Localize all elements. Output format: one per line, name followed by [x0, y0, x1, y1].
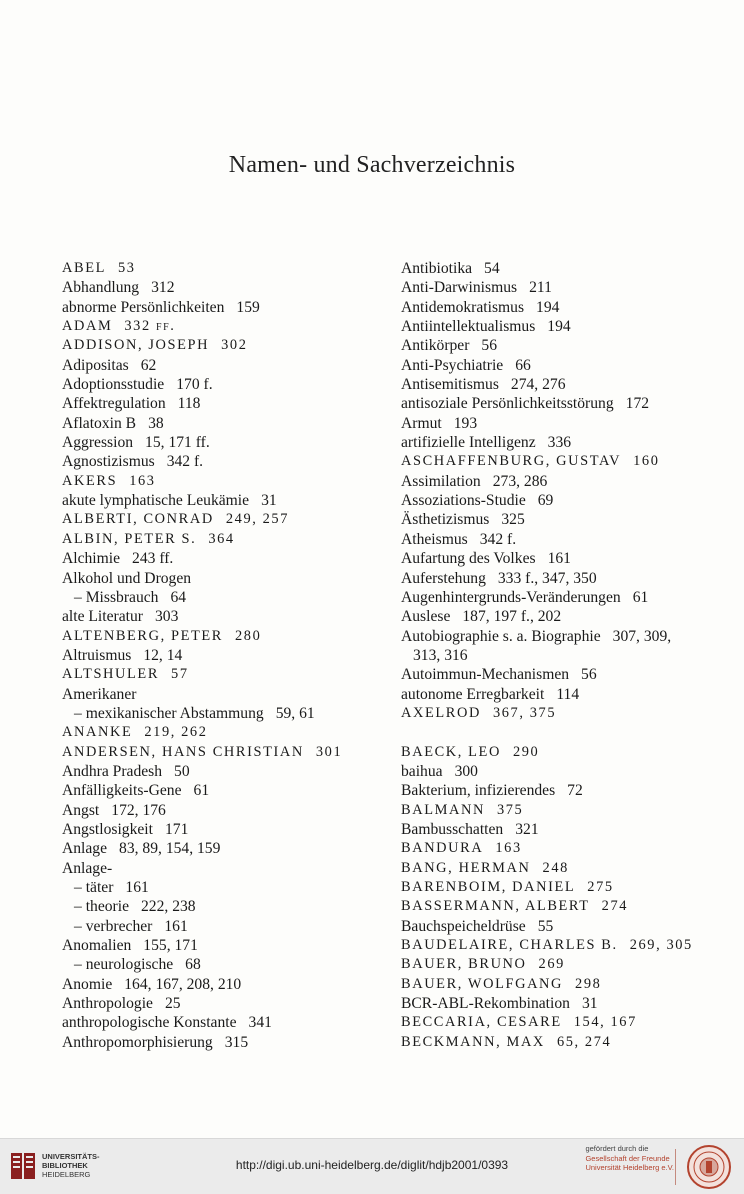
index-entry — [401, 685, 701, 704]
index-page-numbers: 367, 375 — [492, 704, 557, 721]
index-entry — [62, 839, 392, 858]
index-term: Amerikaner — [62, 685, 137, 703]
index-term: Atheismus — [401, 530, 468, 548]
index-subentry — [62, 897, 392, 916]
index-term: BAUER, WOLFGANG — [401, 975, 564, 992]
index-entry — [401, 878, 701, 897]
library-name-line1: UNIVERSITÄTS- — [42, 1152, 100, 1161]
index-page-numbers: 66 — [515, 356, 531, 374]
index-entry — [401, 627, 701, 646]
index-term: Anti-Darwinismus — [401, 279, 518, 297]
sponsor-intro: gefördert durch die — [585, 1144, 649, 1153]
index-entry — [401, 1033, 701, 1052]
index-entry — [401, 414, 701, 433]
index-term: Alchimie — [62, 550, 121, 568]
index-page-numbers: 61 — [632, 588, 649, 606]
index-term: Aflatoxin B — [62, 414, 137, 432]
index-page-numbers: 249, 257 — [225, 511, 290, 528]
index-term: Anomalien — [62, 937, 132, 955]
index-entry — [401, 491, 701, 510]
index-term: Anlage- — [62, 859, 113, 877]
index-entry — [62, 375, 392, 394]
sponsor-credit — [585, 1144, 674, 1173]
sponsor-name-line1: Gesellschaft der Freunde — [585, 1153, 670, 1163]
index-entry — [62, 975, 392, 994]
index-term: Bauchspeicheldrüse — [401, 917, 526, 935]
index-entry — [401, 336, 701, 355]
index-page-numbers: 61 — [193, 782, 210, 800]
index-page-numbers: 69 — [537, 492, 554, 510]
index-entry — [62, 491, 392, 510]
index-page-numbers: 64 — [170, 588, 187, 606]
index-page-numbers: 290 — [512, 743, 540, 760]
index-page-numbers: 248 — [542, 859, 569, 876]
index-entry — [401, 704, 701, 723]
index-page-numbers: 15, 171 ff. — [145, 434, 210, 452]
library-name-line2: BIBLIOTHEK — [42, 1161, 88, 1170]
index-term: Agnostizismus — [62, 453, 155, 471]
index-entry — [401, 975, 701, 994]
index-entry — [62, 278, 392, 297]
index-page-numbers: 160 — [633, 453, 660, 470]
index-page-numbers: 269 — [538, 956, 565, 973]
index-page-numbers: 325 — [501, 511, 525, 529]
index-entry — [62, 781, 392, 800]
index-page-numbers: 50 — [174, 762, 190, 780]
index-entry — [401, 897, 701, 916]
index-term: Antisemitismus — [401, 376, 499, 394]
index-page-numbers: 54 — [484, 260, 500, 277]
index-term: Assimilation — [401, 472, 481, 490]
index-term: Aggression — [62, 434, 134, 452]
index-entry — [401, 839, 701, 858]
library-name-line3: HEIDELBERG — [42, 1170, 91, 1179]
index-entry — [62, 317, 392, 336]
index-term: Adoptionsstudie — [62, 376, 165, 394]
index-entry — [401, 452, 701, 471]
index-page-numbers: 161 — [164, 917, 188, 935]
index-entry — [401, 317, 701, 336]
index-page-numbers: 172, 176 — [111, 801, 166, 819]
index-entry — [62, 433, 392, 452]
index-page-numbers: 222, 238 — [141, 898, 196, 916]
index-term: antisoziale Persönlichkeitsstörung — [401, 395, 614, 413]
index-entry — [401, 859, 701, 878]
index-entry — [401, 259, 701, 278]
index-entry — [62, 936, 392, 955]
index-page-numbers: 300 — [454, 762, 478, 780]
index-page-numbers: 274 — [601, 898, 629, 915]
index-entry — [62, 259, 392, 278]
index-term: Abhandlung — [62, 279, 140, 297]
index-term: Anthropologie — [62, 995, 153, 1013]
index-term: ASCHAFFENBURG, GUSTAV — [401, 453, 622, 470]
index-entry — [62, 723, 392, 742]
index-term: Autoimmun-Mechanismen — [401, 666, 570, 684]
index-page-numbers: 321 — [515, 820, 539, 838]
index-term: – theorie — [74, 898, 129, 916]
index-term: BARENBOIM, DANIEL — [401, 879, 576, 895]
index-page-numbers: 118 — [177, 395, 201, 413]
index-page-numbers: 163 — [495, 840, 522, 857]
index-term: Autobiographie s. a. Biographie — [401, 627, 601, 645]
index-subentry — [62, 704, 392, 723]
index-term: Bambusschatten — [401, 820, 504, 838]
index-subentry — [62, 588, 392, 607]
index-page-numbers: 274, 276 — [510, 376, 566, 394]
index-page-numbers: 83, 89, 154, 159 — [119, 840, 221, 858]
index-term: Angstlosigkeit — [62, 820, 153, 838]
index-term: Affektregulation — [62, 395, 166, 413]
index-term: Assoziations-Studie — [401, 492, 526, 510]
index-term: Antiintellektualismus — [401, 318, 536, 336]
index-entry-continuation — [401, 646, 701, 665]
index-entry — [62, 685, 392, 704]
index-entry — [401, 801, 701, 820]
index-page-numbers: 62 — [140, 356, 157, 374]
index-page-numbers: 172 — [625, 395, 650, 413]
index-term: BAUER, BRUNO — [401, 956, 527, 973]
index-entry — [62, 394, 392, 413]
index-term: Anthropomorphisierung — [62, 1033, 213, 1051]
index-entry — [62, 994, 392, 1013]
index-page-numbers: 57 — [171, 666, 189, 683]
index-section-gap — [401, 723, 701, 742]
index-term: – neurologische — [74, 956, 174, 974]
index-page-numbers: 302 — [221, 337, 248, 354]
index-entry — [401, 665, 701, 684]
index-page-numbers: 59, 61 — [275, 704, 315, 722]
index-term: ALTENBERG, PETER — [62, 627, 223, 644]
index-page-numbers: 164, 167, 208, 210 — [124, 975, 242, 993]
index-term: Andhra Pradesh — [62, 762, 163, 780]
index-entry — [62, 607, 392, 626]
index-column-left — [62, 259, 392, 1052]
index-entry — [401, 607, 701, 626]
index-term: artifizielle Intelligenz — [401, 434, 536, 452]
index-page-numbers: 315 — [224, 1033, 249, 1051]
index-term: abnorme Persönlichkeiten — [62, 298, 225, 316]
index-page-numbers: 275 — [587, 879, 614, 895]
index-term: BANG, HERMAN — [401, 859, 531, 876]
index-page-numbers: 12, 14 — [143, 646, 183, 664]
index-entry — [401, 375, 701, 394]
index-term: ANANKE — [62, 724, 133, 741]
index-term: 313, 316 — [413, 646, 468, 664]
sponsor-divider — [675, 1149, 676, 1185]
index-entry — [401, 472, 701, 491]
index-term: AXELROD — [401, 704, 481, 721]
index-term: BAUDELAIRE, CHARLES B. — [401, 937, 618, 954]
viewer-footer — [0, 1138, 744, 1194]
index-entry — [401, 955, 701, 974]
permalink-url[interactable]: http://digi.ub.uni-heidelberg.de/diglit/hdjb2001/0393 — [235, 1158, 509, 1172]
index-page-numbers: 332 ff. — [124, 318, 176, 335]
index-page-numbers: 211 — [529, 279, 552, 297]
index-term: Antikörper — [401, 337, 470, 355]
index-subentry — [62, 878, 392, 897]
index-entry — [62, 665, 392, 684]
index-entry — [62, 356, 392, 375]
index-term: ALBIN, PETER S. — [62, 530, 197, 547]
index-entry — [401, 781, 701, 800]
index-term: – mexikanischer Abstammung — [74, 704, 264, 722]
index-term: ADAM — [62, 318, 113, 335]
index-subentry — [62, 955, 392, 974]
index-term: – Missbrauch — [74, 588, 159, 606]
index-page-numbers: 336 — [547, 434, 572, 452]
index-entry — [401, 936, 701, 955]
index-page-numbers: 155, 171 — [143, 937, 198, 955]
index-page-numbers: 163 — [129, 472, 156, 489]
index-entry — [62, 569, 392, 588]
index-term: – täter — [74, 879, 114, 896]
index-entry — [62, 627, 392, 646]
index-term: Augenhintergrunds-Veränderungen — [401, 588, 621, 606]
page-title: Namen- und Sachverzeichnis — [228, 152, 516, 178]
index-page-numbers: 341 — [248, 1014, 272, 1032]
index-term: akute lymphatische Leukämie — [62, 492, 250, 510]
index-term: Adipositas — [62, 356, 129, 374]
index-term: Anti-Psychiatrie — [401, 356, 504, 374]
index-term: Auferstehung — [401, 569, 486, 587]
index-term: BCR-ABL-Rekombination — [401, 995, 570, 1013]
sponsor-name-line2: Universität Heidelberg e.V. — [585, 1163, 674, 1172]
index-entry — [62, 414, 392, 433]
index-term: Armut — [401, 414, 442, 432]
index-entry — [401, 510, 701, 529]
index-term: Antidemokratismus — [401, 298, 525, 316]
index-page-numbers: 342 f. — [166, 453, 204, 471]
index-entry — [62, 820, 392, 839]
index-entry — [62, 530, 392, 549]
index-entry — [401, 278, 701, 297]
index-term: ALBERTI, CONRAD — [62, 511, 214, 528]
index-entry — [62, 859, 392, 878]
index-entry — [62, 472, 392, 491]
index-term: AKERS — [62, 472, 118, 489]
index-page-numbers: 55 — [537, 917, 554, 935]
index-term: Anlage — [62, 840, 108, 858]
index-entry — [62, 743, 392, 762]
index-entry — [401, 530, 701, 549]
index-term: Ästhetizismus — [401, 511, 490, 529]
index-entry — [62, 298, 392, 317]
index-page-numbers: 170 f. — [176, 376, 213, 394]
index-term: autonome Erregbarkeit — [401, 685, 545, 703]
index-term: Anomie — [62, 975, 113, 993]
index-term: BECKMANN, MAX — [401, 1033, 545, 1050]
index-page-numbers: 38 — [148, 414, 164, 432]
index-page-numbers: 68 — [185, 956, 201, 974]
index-page-numbers: 193 — [453, 414, 478, 432]
index-term: baihua — [401, 762, 443, 780]
index-entry — [62, 646, 392, 665]
index-entry — [401, 356, 701, 375]
index-page-numbers: 243 ff. — [132, 550, 174, 568]
index-term: Antibiotika — [401, 260, 473, 277]
index-page-numbers: 171 — [164, 820, 189, 838]
index-entry — [401, 433, 701, 452]
index-page-numbers: 114 — [556, 685, 580, 703]
index-entry — [62, 1033, 392, 1052]
index-term: Altruismus — [62, 646, 132, 664]
index-term: anthropologische Konstante — [62, 1014, 237, 1032]
index-entry — [401, 994, 701, 1013]
university-seal-icon — [686, 1144, 732, 1190]
index-page-numbers: 161 — [547, 550, 571, 568]
index-entry — [401, 762, 701, 781]
index-page-numbers: 298 — [575, 975, 602, 992]
index-page-numbers: 333 f., 347, 350 — [497, 569, 597, 587]
index-term: – verbrecher — [74, 917, 153, 935]
index-entry — [62, 452, 392, 471]
index-page-numbers: 375 — [496, 801, 524, 818]
index-page-numbers: 280 — [234, 627, 262, 644]
index-page-numbers: 301 — [315, 743, 343, 760]
index-entry — [62, 510, 392, 529]
index-page-numbers: 65, 274 — [556, 1033, 612, 1050]
index-term: BALMANN — [401, 801, 485, 818]
index-page-numbers: 53 — [117, 260, 136, 276]
index-entry — [401, 743, 701, 762]
index-page-numbers: 269, 305 — [629, 937, 693, 954]
index-column-right — [401, 259, 701, 1052]
index-entry — [401, 820, 701, 839]
index-entry — [62, 801, 392, 820]
index-page-numbers: 159 — [236, 298, 260, 316]
index-page-numbers: 56 — [481, 337, 498, 355]
index-page-numbers: 194 — [536, 298, 560, 316]
index-entry — [401, 1013, 701, 1032]
index-page-numbers: 342 f. — [479, 530, 517, 548]
index-entry — [62, 1013, 392, 1032]
index-term: Bakterium, infizierendes — [401, 782, 556, 800]
index-entry — [401, 588, 701, 607]
index-page-numbers: 194 — [547, 318, 571, 336]
index-term: ABEL — [62, 260, 106, 276]
index-page-numbers: 72 — [567, 782, 583, 800]
index-page-numbers: 307, 309, — [612, 627, 672, 645]
index-entry — [401, 569, 701, 588]
index-entry — [401, 298, 701, 317]
index-page-numbers: 312 — [151, 279, 175, 297]
index-page-numbers: 25 — [164, 995, 181, 1013]
index-term: Alkohol und Drogen — [62, 569, 192, 587]
index-term: Auslese — [401, 608, 451, 626]
index-page-numbers: 187, 197 f., 202 — [462, 608, 562, 626]
index-page-numbers: 364 — [208, 530, 235, 547]
index-term: BAECK, LEO — [401, 743, 501, 760]
index-term: Anfälligkeits-Gene — [62, 782, 182, 800]
index-term: ADDISON, JOSEPH — [62, 337, 210, 354]
index-entry — [62, 762, 392, 781]
index-page-numbers: 219, 262 — [144, 724, 208, 741]
index-term: BANDURA — [401, 840, 484, 857]
index-term: BECCARIA, CESARE — [401, 1014, 562, 1031]
index-page-numbers: 161 — [125, 879, 149, 896]
index-entry — [401, 549, 701, 568]
index-term: ALTSHULER — [62, 666, 160, 683]
index-entry — [401, 917, 701, 936]
index-term: Angst — [62, 801, 100, 819]
index-page-numbers: 31 — [261, 492, 277, 510]
index-page-numbers: 31 — [581, 995, 598, 1013]
index-page-numbers: 303 — [154, 608, 179, 626]
index-page-numbers: 56 — [581, 666, 597, 684]
index-entry — [62, 336, 392, 355]
index-entry — [62, 549, 392, 568]
index-term: BASSERMANN, ALBERT — [401, 898, 590, 915]
index-term: ANDERSEN, HANS CHRISTIAN — [62, 743, 304, 760]
index-subentry — [62, 917, 392, 936]
index-page-numbers: 273, 286 — [492, 472, 548, 490]
index-term: Aufartung des Volkes — [401, 550, 536, 568]
index-entry — [401, 394, 701, 413]
index-page-numbers: 154, 167 — [573, 1014, 637, 1031]
index-term: alte Literatur — [62, 608, 143, 626]
